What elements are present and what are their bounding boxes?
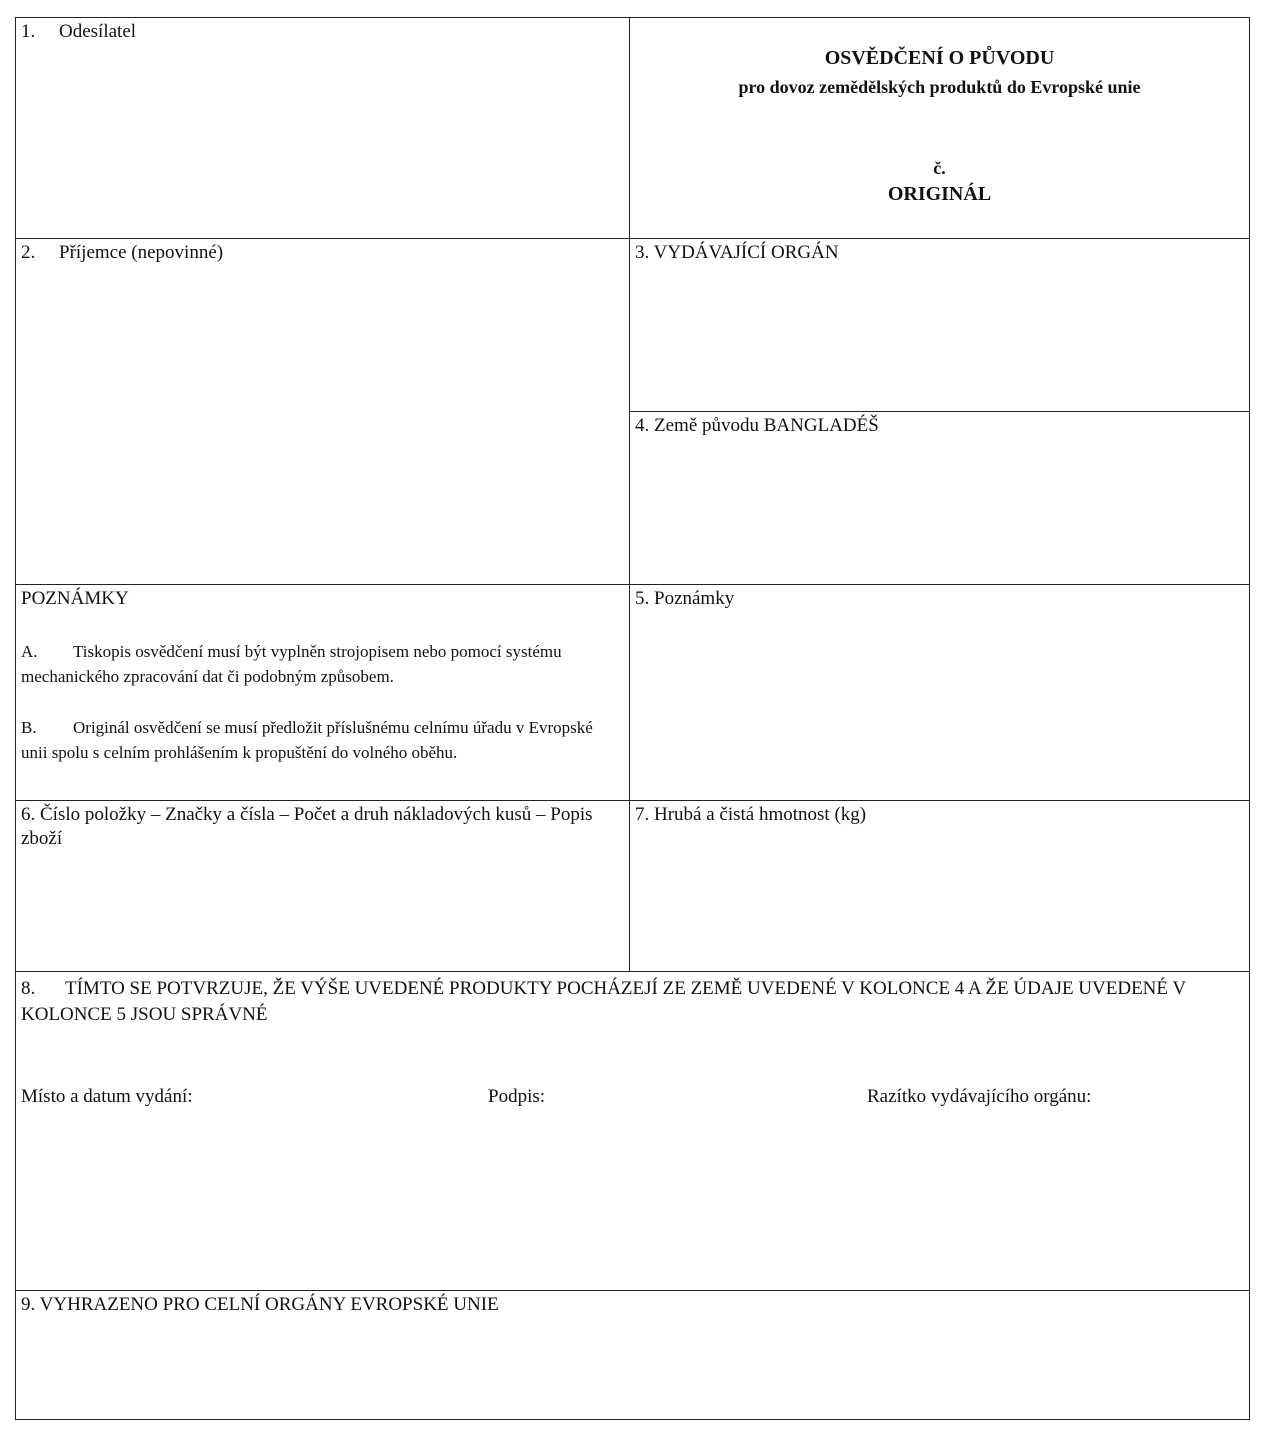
original-label: ORIGINÁL (887, 183, 992, 205)
box-4-label: 4. Země původu BANGLADÉŠ (635, 415, 879, 436)
place-date-label: Místo a datum vydání: (21, 1086, 193, 1107)
box-1-title (21, 20, 136, 44)
box-2-number: 2. (21, 242, 36, 263)
note-b-letter: B. (21, 718, 37, 737)
certificate-title: OSVĚDČENÍ O PŮVODU (824, 47, 1055, 69)
certificate-subtitle: pro dovoz zemědělských produktů do Evropské unie (738, 77, 1141, 97)
certificate-form (15, 17, 1250, 1420)
box-4-country-of-origin[interactable] (630, 412, 1249, 585)
signature-label: Podpis: (488, 1086, 546, 1107)
certificate-header (630, 18, 1249, 239)
box-6-goods-description[interactable] (16, 801, 630, 972)
box-8-declaration (21, 976, 1236, 1028)
box-8-text: TÍMTO SE POTVRZUJE, ŽE VÝŠE UVEDENÉ PRODUKTY POCHÁZEJÍ ZE ZEMĚ UVEDENÉ V KOLONCE 4 A ŽE ÚDAJE UVEDENÉ V KOLONCE 5 JSOU SPRÁVNÉ (21, 978, 1186, 1025)
notes-heading: POZNÁMKY (21, 588, 129, 609)
note-a (21, 639, 611, 689)
box-9-label: 9. VYHRAZENO PRO CELNÍ ORGÁNY EVROPSKÉ UNIE (21, 1294, 499, 1315)
notes-box (16, 585, 630, 801)
box-3-issuing-authority[interactable] (630, 239, 1249, 412)
box-1-label: Odesílatel (59, 21, 137, 42)
box-5-label: 5. Poznámky (635, 588, 735, 609)
box-8-certification[interactable] (16, 972, 1249, 1291)
note-a-letter: A. (21, 642, 38, 661)
note-a-text: Tiskopis osvědčení musí být vyplněn strojopisem nebo pomocí systému mechanického zpracování dat či podobným způsobem. (21, 642, 562, 686)
box-7-label: 7. Hrubá a čistá hmotnost (kg) (635, 804, 867, 825)
box-7-weight[interactable] (630, 801, 1249, 972)
box-8-number: 8. (21, 978, 36, 999)
box-6-label: 6. Číslo položky – Značky a čísla – Počet a druh nákladových kusů – Popis zboží (21, 804, 593, 849)
box-3-label: 3. VYDÁVAJÍCÍ ORGÁN (635, 242, 839, 263)
note-b-text: Originál osvědčení se musí předložit příslušnému celnímu úřadu v Evropské unii spolu s celním prohlášením k propuštění do volného oběhu. (21, 718, 593, 762)
note-b (21, 715, 611, 765)
certificate-number-label: č. (933, 158, 946, 178)
box-2-title (21, 241, 223, 265)
box-2-label: Příjemce (nepovinné) (59, 242, 224, 263)
box-2-consignee[interactable] (16, 239, 630, 585)
box-9-customs-use[interactable] (16, 1291, 1249, 1419)
box-1-number: 1. (21, 21, 36, 42)
box-1-consignor[interactable] (16, 18, 630, 239)
stamp-label: Razítko vydávajícího orgánu: (867, 1086, 1092, 1107)
box-5-remarks[interactable] (630, 585, 1249, 801)
